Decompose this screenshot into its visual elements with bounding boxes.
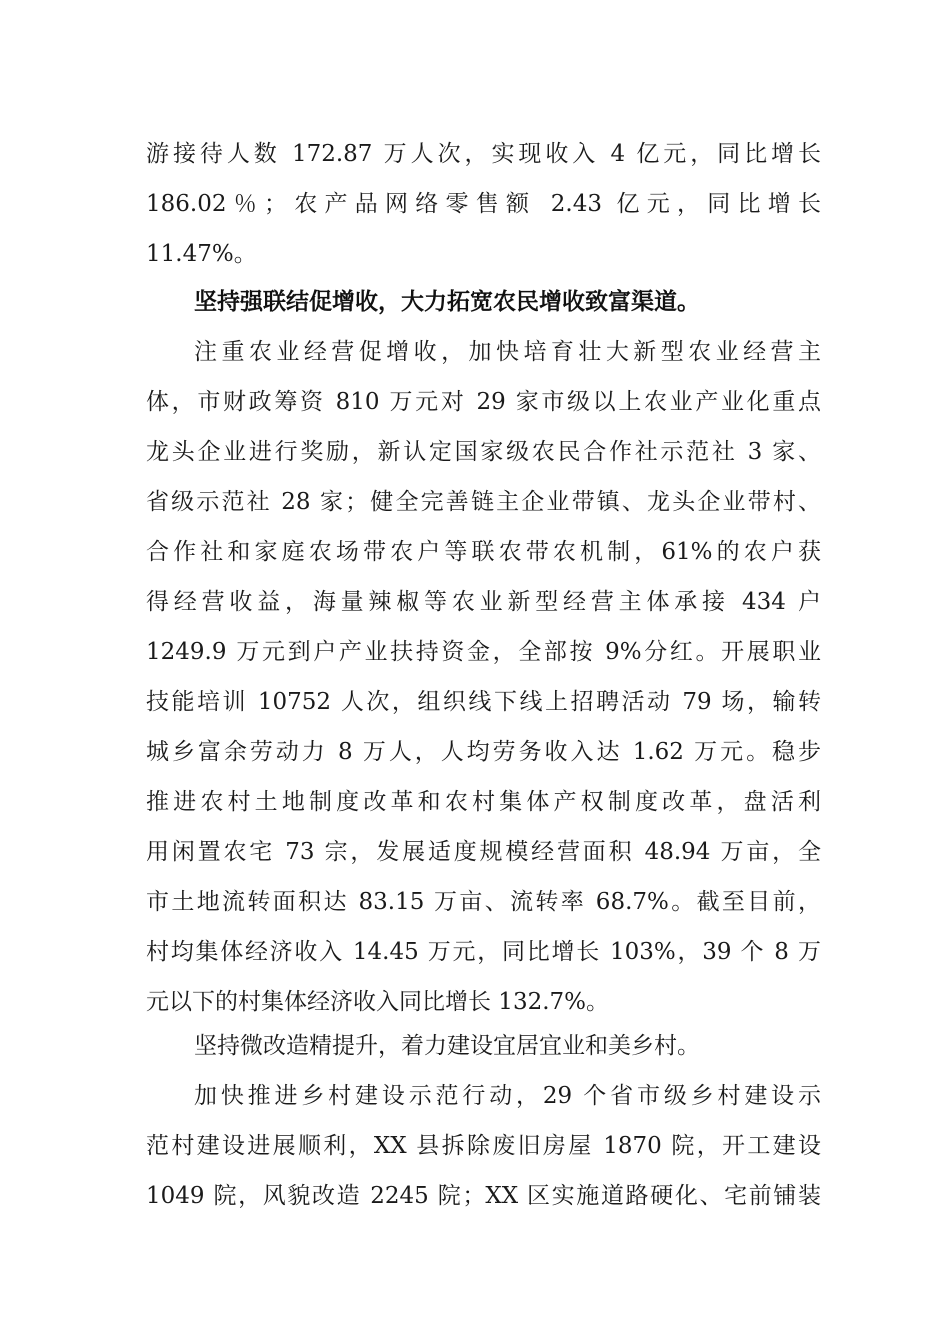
text-line: 推进农村土地制度改革和农村集体产权制度改革，盘活利 [146,789,821,815]
paragraph-village-construction [146,1071,821,1221]
text-line: 1049 院，风貌改造 2245 院；XX 区实施道路硬化、宅前铺装 [146,1183,821,1209]
text-line: 坚持微改造精提升，着力建设宜居宜业和美乡村。 [194,1033,700,1059]
paragraph-agricultural-income [146,327,821,1027]
text-line: 村均集体经济收入 14.45 万元，同比增长 103%，39 个 8 万 [146,939,821,965]
text-line: 体，市财政筹资 810 万元对 29 家市级以上农业产业化重点 [146,389,821,415]
section-heading-income [146,277,821,327]
text-line: 合作社和家庭农场带农户等联农带农机制，61%的农户获 [146,539,821,565]
heading-line: 坚持强联结促增收，大力拓宽农民增收致富渠道。 [194,289,700,315]
text-line: 城乡富余劳动力 8 万人，人均劳务收入达 1.62 万元。稳步 [146,739,821,765]
text-line: 市土地流转面积达 83.15 万亩、流转率 68.7%。截至目前， [146,889,821,915]
text-line: 范村建设进展顺利，XX 县拆除废旧房屋 1870 院，开工建设 [146,1133,821,1159]
text-line: 用闲置农宅 73 宗，发展适度规模经营面积 48.94 万亩，全 [146,839,821,865]
text-line: 注重农业经营促增收，加快培育壮大新型农业经营主 [194,339,821,365]
text-line: 龙头企业进行奖励，新认定国家级农民合作社示范社 3 家、 [146,439,821,465]
paragraph-tourism-stats [146,129,821,279]
text-line: 1249.9 万元到户产业扶持资金，全部按 9%分红。开展职业 [146,639,821,665]
text-line: 省级示范社 28 家；健全完善链主企业带镇、龙头企业带村、 [146,489,821,515]
text-line: 技能培训 10752 人次，组织线下线上招聘活动 79 场，输转 [146,689,821,715]
text-line: 11.47%。 [146,241,257,267]
text-line: 得经营收益，海量辣椒等农业新型经营主体承接 434 户 [146,589,821,615]
text-line: 游接待人数 172.87 万人次，实现收入 4 亿元，同比增长 [146,141,821,167]
text-line: 元以下的村集体经济收入同比增长 132.7%。 [146,989,610,1015]
text-line: 186.02％；农产品网络零售额 2.43 亿元，同比增长 [146,191,821,217]
section-subheading-village [146,1021,821,1071]
text-line: 加快推进乡村建设示范行动，29 个省市级乡村建设示 [194,1083,821,1109]
